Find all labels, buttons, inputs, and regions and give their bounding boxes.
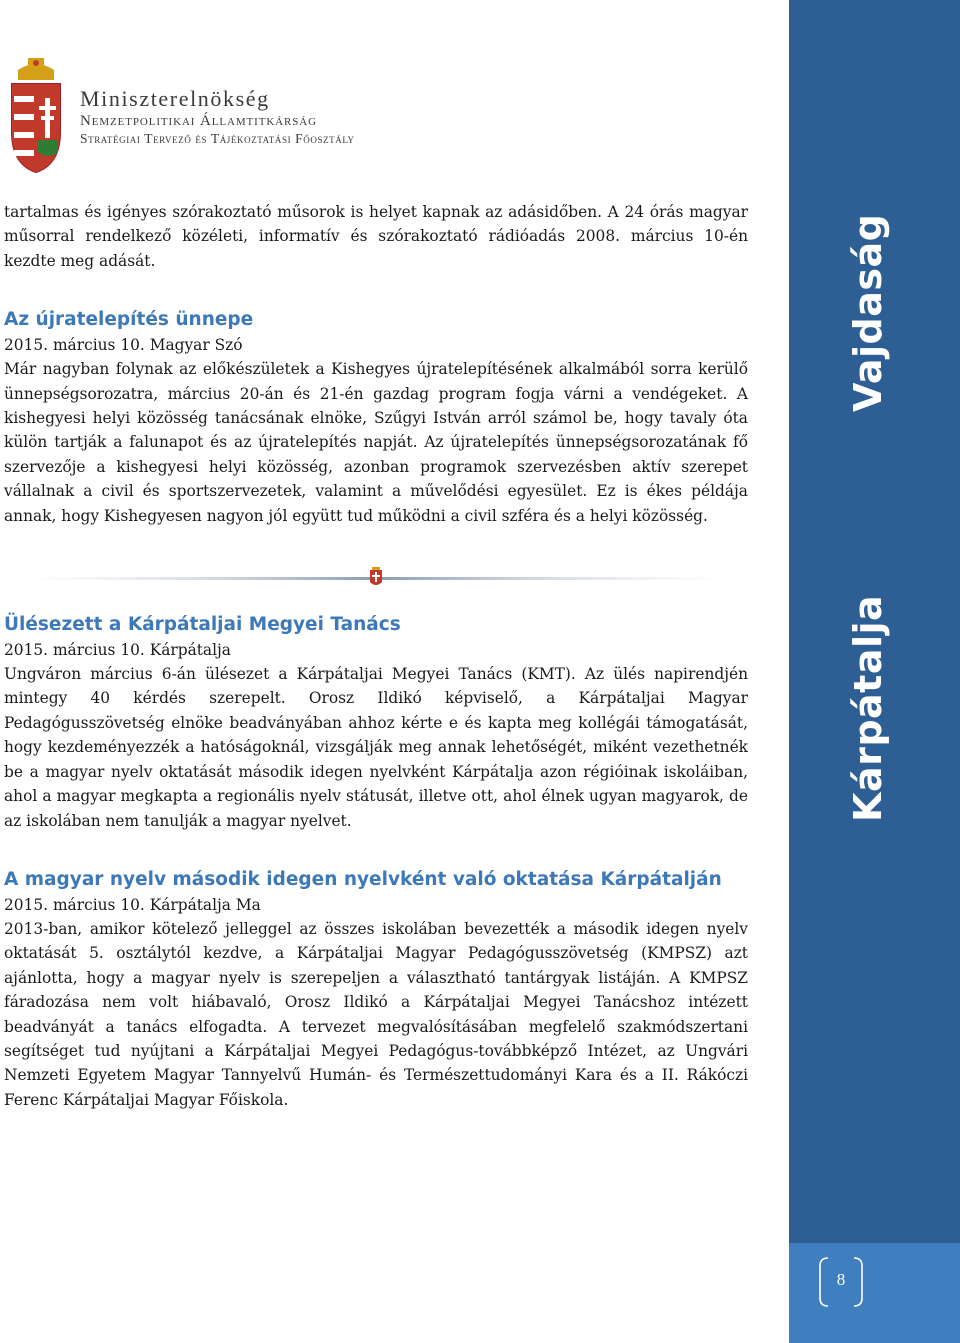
article-dateline: 2015. március 10. Kárpátalja Ma (4, 895, 261, 914)
sidebar-footer (789, 1243, 960, 1343)
article-dateline: 2015. március 10. Kárpátalja (4, 641, 231, 660)
article-title: A magyar nyelv második idegen nyelvként való oktatása Kárpátalján (4, 868, 722, 890)
article-dateline: 2015. március 10. Magyar Szó (4, 336, 243, 355)
article-title: Ülésezett a Kárpátaljai Megyei Tanács (4, 614, 401, 636)
main-content (4, 200, 748, 1112)
region-label-vajdasag: Vajdaság (846, 213, 890, 412)
page-number-text: 8 (836, 1270, 846, 1289)
article-body: Ungváron március 6-án ülésezet a Kárpátaljai Megyei Tanács (KMT). Az ülés napirendjén mintegy 40 kérdés szerepelt. Orosz Ildikó képviselő, a Kárpátaljai Magyar Pedagógusszövetség elnöke beadványában ahhoz kérte e és kapta meg kollégái támogatását, hogy kezdeményezzék a hatóságoknál, vizsgálják meg annak lehetőségét, miként vezethetnék be a magyar nyelv oktatását második idegen nyelvként Kárpátalja azon régióinak iskoláiban, ahol a magyar megkapta a regionális nyelv státusát, illetve ott, ahol élnek ugyan magyarok, de az iskolában nem tanulják a magyar nyelvet. (4, 665, 748, 830)
article-body: Már nagyban folynak az előkészületek a Kishegyes újratelepítésének alkalmából sorra kerülő ünnepségsorozatra, március 20-án és 21-én gazdag program fogja várni a vendégeket. A kishegyesi helyi közösség tanácsának elnöke, Szűgyi István arról számol be, hogy tavaly óta külön tartják a falunapot és az újratelepítés napját. Az újratelepítés ünnepségsorozatának fő szervezője a kishegyesi helyi közösség, azonban programok szervezésben aktív szerepet vállalnak a civil és sportszervezetek, valamint a művelődési egyesület. Ez is ékes példája annak, hogy Kishegyesen nagyon jól együtt tud működni a civil szféra és a helyi közösség. (4, 360, 748, 525)
region-label-karpatalja: Kárpátalja (846, 594, 890, 822)
org-subtitle-2: Stratégiai Tervező és Tájékoztatási Főosztály (80, 131, 355, 146)
org-subtitle-1: Nemzetpolitikai Államtitkárság (80, 113, 317, 129)
intro-paragraph: tartalmas és igényes szórakoztató műsorok is helyet kapnak az adásidőben. A 24 órás magyar műsorral rendelkező közéleti, informatív és szórakoztató rádióadás 2008. március 10-én kezdte meg adását. (4, 203, 748, 270)
page-number (818, 1256, 864, 1308)
article-title: Az újratelepítés ünnepe (4, 309, 254, 331)
hungarian-coat-of-arms-icon (8, 56, 64, 174)
page-header (8, 56, 428, 176)
org-name: Miniszterelnökség (80, 86, 270, 111)
article-body: 2013-ban, amikor kötelező jelleggel az összes iskolában bevezették a második idegen nyelv oktatását 5. osztálytól kezdve, a Kárpátaljai Magyar Pedagógusszövetség (KMPSZ) azt ajánlotta, hogy a magyar nyelv is szerepeljen a választható tantárgyak listáján. A KMPSZ fáradozása nem volt hiábavaló, Orosz Ildikó a Kárpátaljai Megyei Tanácshoz intézett beadványát a tanács elfogadta. A tervezet megvalósításában megfelelő szakmódszertani segítséget tud nyújtani a Kárpátaljai Megyei Pedagógus-továbbképző Intézet, az Ungvári Nemzeti Egyetem Magyar Tannyelvű Humán- és Természettudományi Kara és a II. Rákóczi Ferenc Kárpátaljai Magyar Főiskola. (4, 919, 748, 1109)
section-divider (24, 566, 728, 592)
